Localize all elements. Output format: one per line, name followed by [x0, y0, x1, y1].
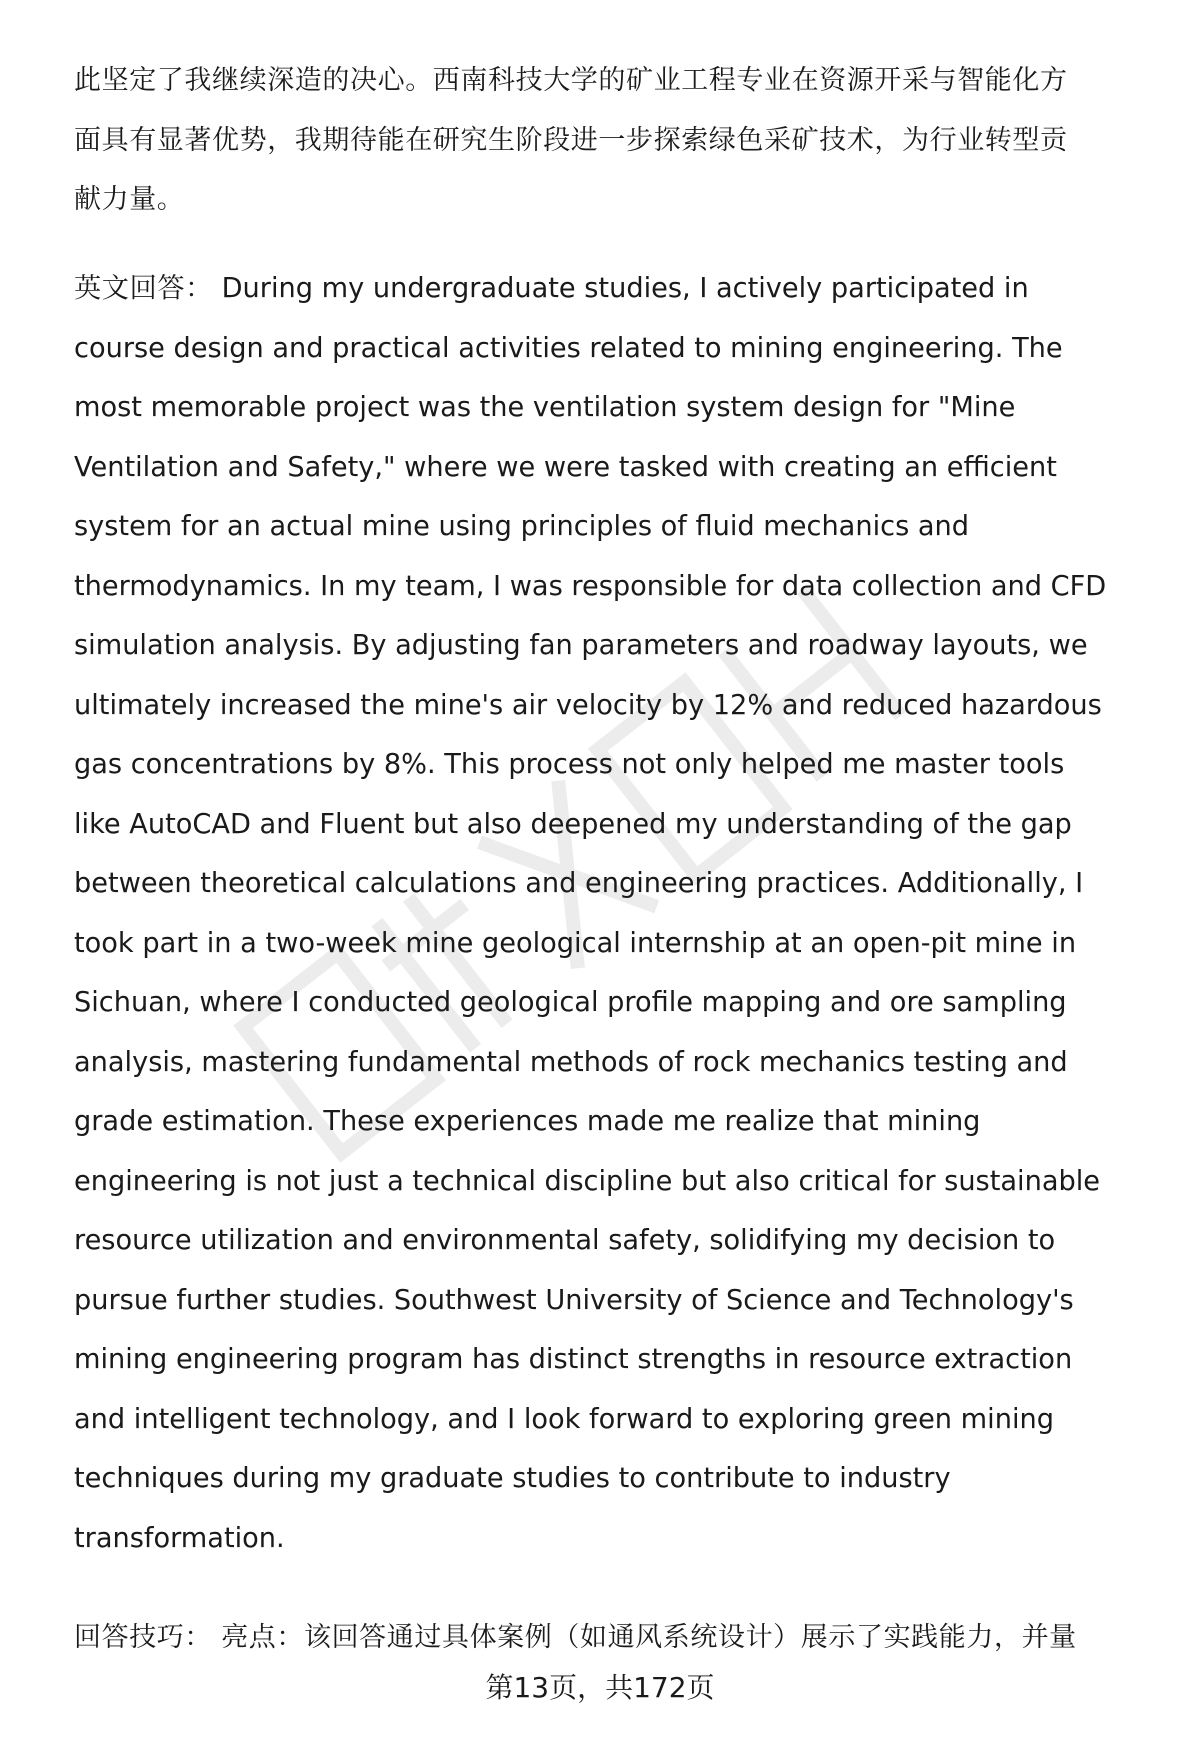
text-line: Sichuan, where I conducted geological profile mapping and ore sampling [74, 987, 1067, 1018]
text-line: engineering is not just a technical discipline but also critical for sustainable [74, 1165, 1101, 1197]
english-answer [74, 259, 1154, 1568]
text-line: transformation. [74, 1522, 285, 1554]
text-line-content: During my undergraduate studies, I actively participated in [221, 273, 1029, 304]
text-line: course design and practical activities related to mining engineering. The [74, 332, 1063, 364]
text-line: resource utilization and environmental safety, solidifying my decision to [74, 1225, 1056, 1256]
text-line: system for an actual mine using principles of fluid mechanics and [74, 511, 970, 542]
text-line: most memorable project was the ventilation system design for "Mine [74, 392, 1016, 423]
text-line: pursue further studies. Southwest University of Science and Technology's [74, 1284, 1074, 1316]
text-line: mining engineering program has distinct strengths in resource extraction [74, 1344, 1073, 1375]
text-line: 面具有显著优势，我期待能在研究生阶段进一步探索绿色采矿技术，为行业转型贡 [74, 124, 1068, 156]
answer-tips [74, 1608, 1154, 1668]
text-line: ultimately increased the mine's air velocity by 12% and reduced hazardous [74, 689, 1102, 721]
text-line: gas concentrations by 8%. This process not only helped me master tools [74, 749, 1065, 780]
text-line: Ventilation and Safety," where we were tasked with creating an efficient [74, 451, 1057, 483]
page-indicator: 第13页，共172页 [485, 1671, 715, 1704]
text-line: took part in a two-week mine geological internship at an open-pit mine in [74, 927, 1077, 959]
text-line: 献力量。 [74, 184, 185, 215]
text-line: and intelligent technology, and I look forward to exploring green mining [74, 1403, 1054, 1435]
text-line: techniques during my graduate studies to contribute to industry [74, 1463, 951, 1494]
text-line: 此坚定了我继续深造的决心。西南科技大学的矿业工程专业在资源开采与智能化方 [74, 65, 1068, 96]
text-line [74, 259, 1154, 319]
chinese-answer-tail [74, 51, 1154, 230]
answer-tips-text: 亮点：该回答通过具体案例（如通风系统设计）展示了实践能力，并量 [221, 1622, 1077, 1653]
text-line: analysis, mastering fundamental methods of rock mechanics testing and [74, 1046, 1068, 1078]
text-line: thermodynamics. In my team, I was responsible for data collection and CFD [74, 570, 1107, 602]
answer-tips-label: 回答技巧： [74, 1622, 212, 1653]
text-line: like AutoCAD and Fluent but also deepened my understanding of the gap [74, 808, 1072, 840]
english-answer-label: 英文回答： [74, 273, 213, 304]
text-line: between theoretical calculations and engineering practices. Additionally, I [74, 868, 1084, 899]
text-line: grade estimation. These experiences made me realize that mining [74, 1106, 981, 1137]
text-line: simulation analysis. By adjusting fan parameters and roadway layouts, we [74, 630, 1088, 661]
